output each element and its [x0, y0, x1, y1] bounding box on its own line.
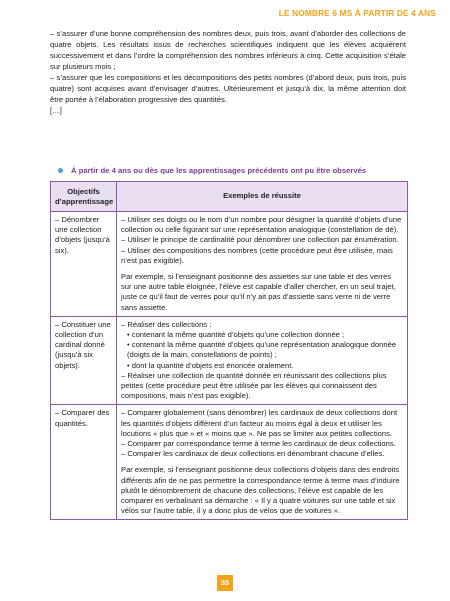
example-paragraph: Par exemple, si l’enseignant positionne deux collections d’objets dans des endroits différents afin de ne pas permettre la correspondance terme à terme mais d’induire plutôt le dénombrement de chacune des collections, l’élève est capable de les comparer en verbalisant sa démarche : « Il y a quatre voitures sur une table et six vélos sur l’autre table, il y a donc plus de vélos que de voitures ». [121, 465, 400, 516]
table-header-row [51, 182, 408, 212]
objectives-table [50, 181, 408, 520]
example-bullet: • contenant la même quantité d’objets qu’une représentation analogique donnée (doigts de la main, constellations de points) ; [127, 340, 397, 360]
example-item: – Utiliser des compositions des nombres (cette procédure peut être utilisée, mais n’est pas exigible). [121, 245, 393, 265]
example-item: – Réaliser des collections : [121, 319, 212, 329]
examples-cell [117, 316, 408, 405]
intro-ellipsis: […] [50, 106, 62, 115]
page-number: 35 [217, 575, 233, 591]
example-item: – Réaliser une collection de quantité donnée en réunissant des collections plus petites (cette procédure peut être utilisée par les élèves qui connaissent des compositions, mais n’est pas exigible). [121, 370, 387, 401]
examples-cell [117, 405, 408, 520]
table-row [51, 212, 408, 317]
objective-cell: – Comparer des quantités. [51, 405, 117, 520]
bullet-icon [58, 168, 63, 173]
running-header: LE NOMBRE 6 MS À PARTIR DE 4 ANS [278, 8, 436, 18]
table-row [51, 405, 408, 520]
objective-cell: – Constituer une collection d’un cardinal donné (jusqu’à six objets). [51, 316, 117, 405]
intro-paragraph-1: – s’assurer d’une bonne compréhension des nombres deux, puis trois, avant d’aborder des collections de quatre objets. Les résultats issus de recherches scientifiques indiquent que les élèves acquièrent successivement et dans l’ordre la compréhension des nombres inférieurs à cinq. Cette acquisition s’étale sur plusieurs mois ; [50, 29, 406, 71]
example-item: – Comparer globalement (sans dénombrer) les cardinaux de deux collections dont les quantités d’objets diffèrent d’un facteur au moins égal à deux et utiliser les locutions « plus que » et « moins que ». Ne pas se limiter aux petites collections. [121, 408, 398, 438]
examples-cell [117, 212, 408, 317]
section-title-text: À partir de 4 ans ou dès que les apprentissages précédents ont pu être observés [71, 166, 367, 175]
header-examples: Exemples de réussite [117, 182, 408, 212]
example-item: – Utiliser ses doigts ou le nom d’un nombre pour désigner la quantité d’objets d’une collection ou celle figurant sur une représentation analogique (constellation de dé). [121, 215, 402, 235]
example-bullet: • dont la quantité d’objets est énoncée oralement. [127, 360, 294, 370]
intro-text [50, 28, 406, 116]
objective-cell: – Dénombrer une collection d’objets (jusqu’à six). [51, 212, 117, 317]
example-item: – Utiliser le principe de cardinalité pour dénombrer une collection par énumération. [121, 235, 399, 245]
intro-paragraph-2: – s’assurer que les compositions et les décompositions des petits nombres (d’abord deux, puis trois, puis quatre) sont acquises avant d’envisager d’autres. Ultérieurement et jusqu’à dix, la même attention doit être portée à l’élaboration progressive des quantités. [50, 73, 406, 104]
example-paragraph: Par exemple, si l’enseignant positionne des assiettes sur une table et des verres sur une autre table éloignée, l’élève est capable d’aller chercher, en un seul trajet, juste ce qu’il faut de verres pour qu’il n’y ait pas d’assiette sans verre ni de verre sans assiette. [121, 272, 396, 312]
example-item: – Comparer les cardinaux de deux collections en dénombrant chacune d’elles. [121, 449, 385, 459]
example-bullet: • contenant la même quantité d’objets qu’une collection donnée ; [127, 330, 345, 340]
header-objectives: Objectifs d’apprentissage [51, 182, 117, 212]
example-item: – Comparer par correspondance terme à terme les cardinaux de deux collections. [121, 439, 396, 449]
table-row [51, 316, 408, 405]
section-title [50, 166, 420, 175]
